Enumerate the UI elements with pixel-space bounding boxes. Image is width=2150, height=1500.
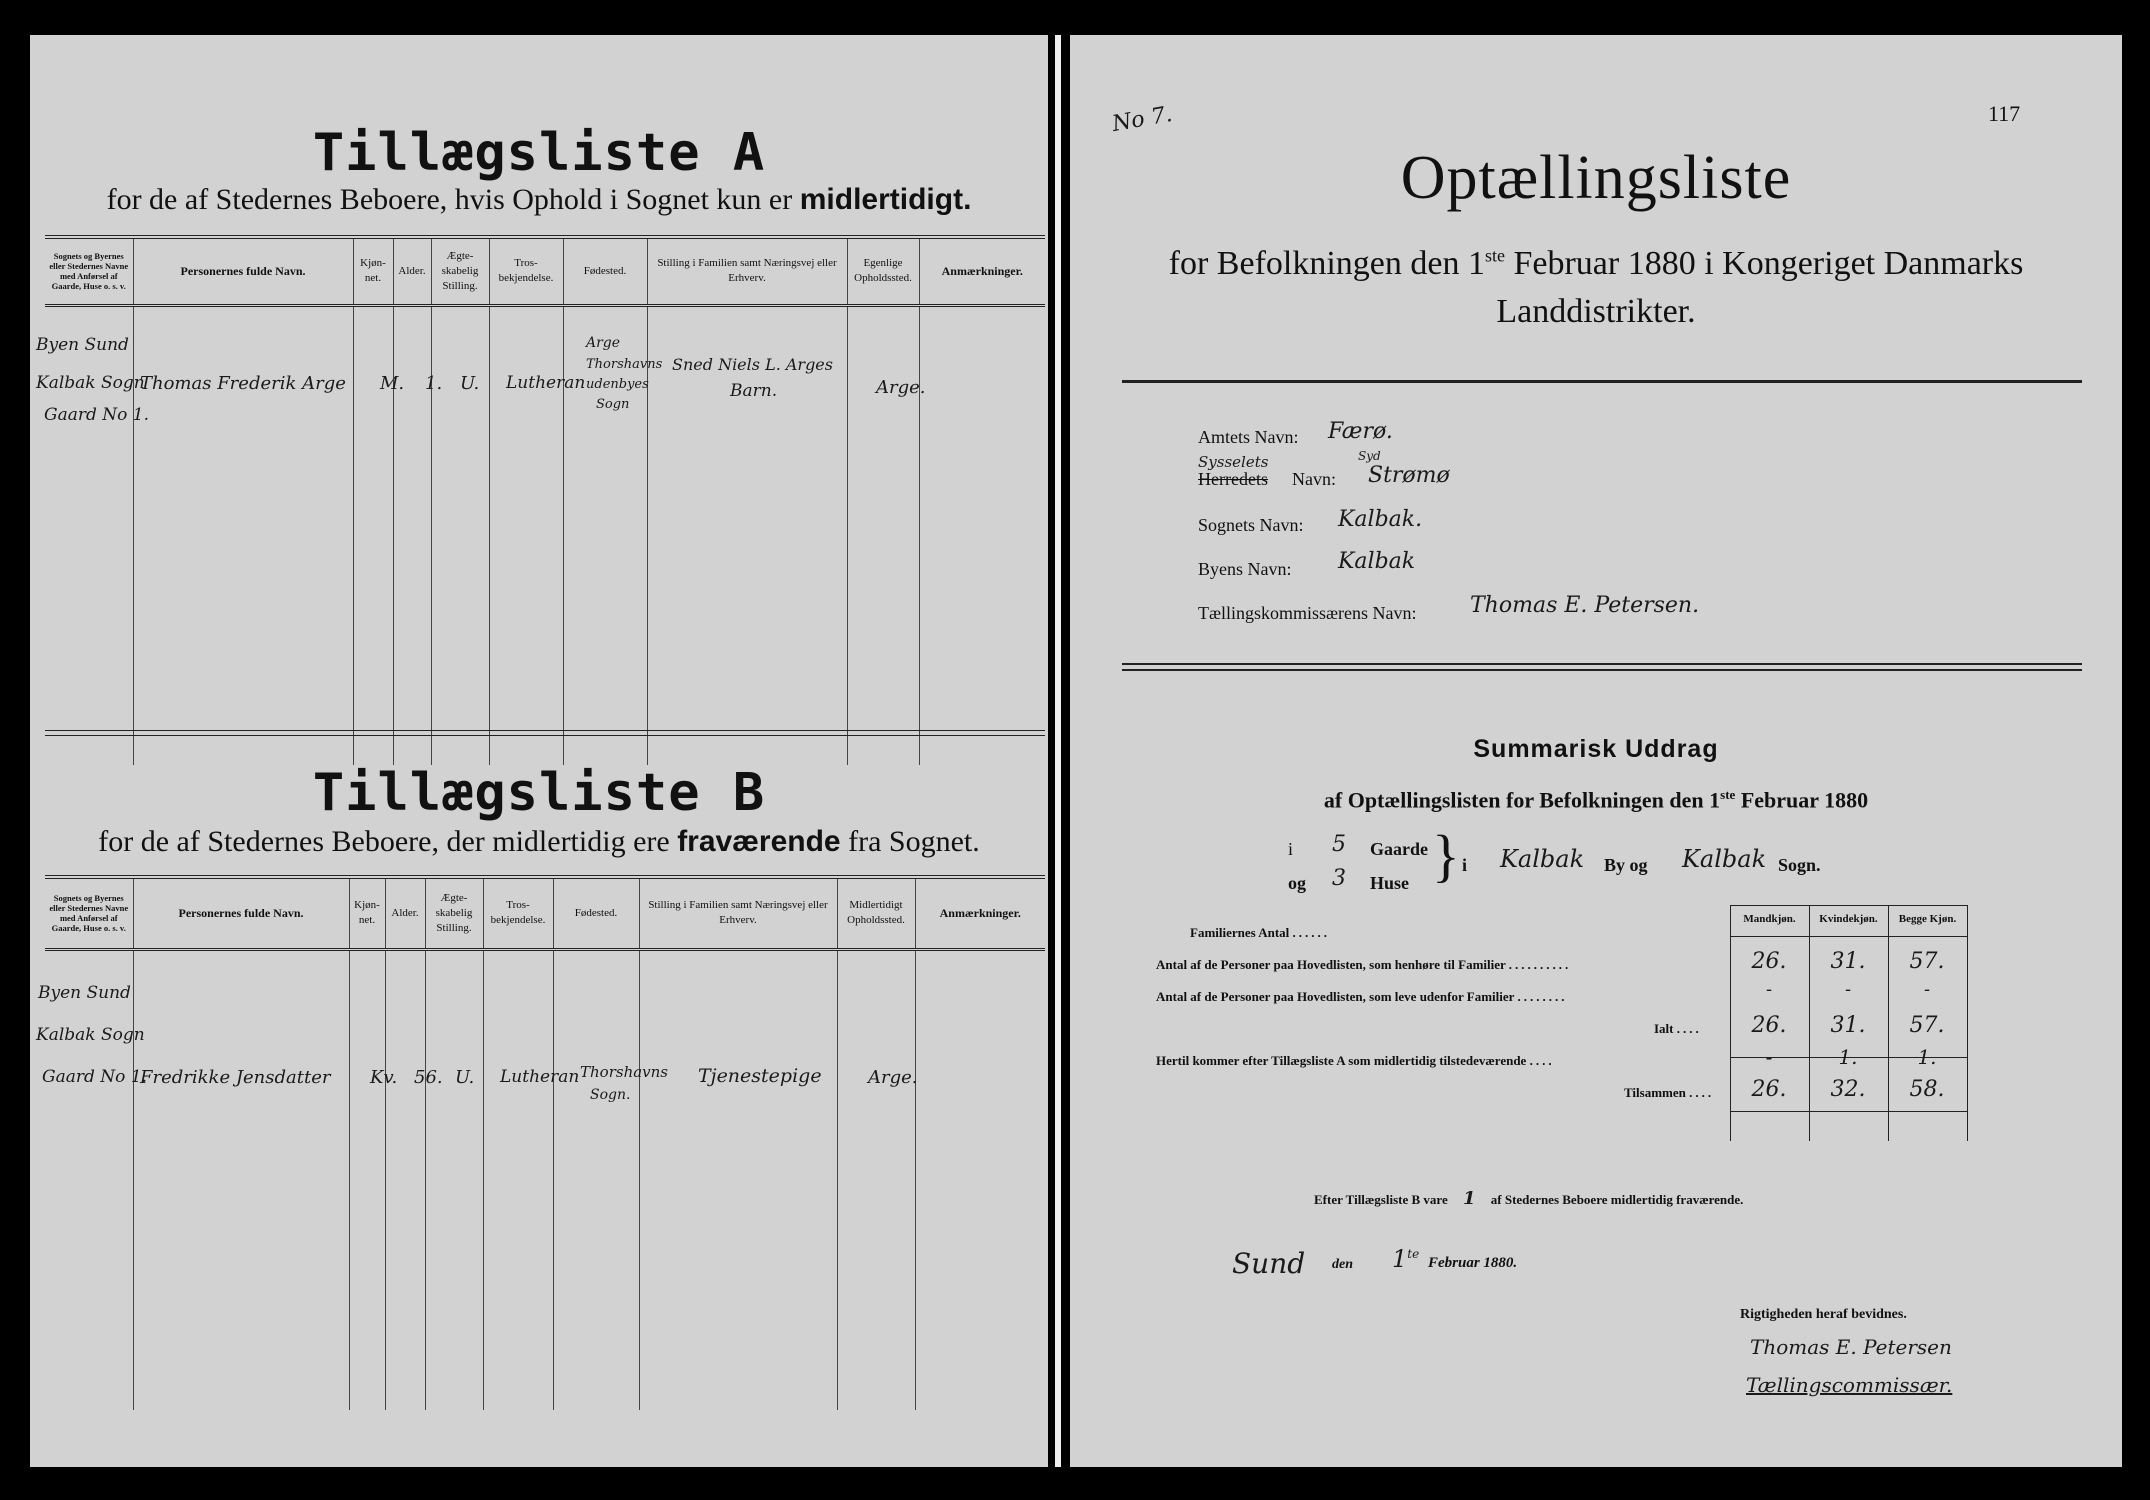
summary-brace: } <box>1432 823 1460 888</box>
value-in-families-both: 57. <box>1909 949 1945 974</box>
summary-col-line <box>1967 905 1968 1141</box>
col-position: Stilling i Familien samt Næringsvej eller Erhverv. <box>647 237 847 305</box>
col-birthplace: Fødested. <box>563 237 647 305</box>
col-religion: Tros-bekjendelse. <box>489 237 563 305</box>
supplement-a-title: Tillægsliste A <box>312 123 766 183</box>
col-birthplace: Fødested. <box>553 877 639 949</box>
col-name: Personernes fulde Navn. <box>133 237 353 305</box>
supplement-b-residence: Arge. <box>868 1067 918 1088</box>
gaarde-label: Gaarde <box>1370 839 1428 859</box>
herred-label: Navn: <box>1292 469 1336 489</box>
page-number: 117 <box>1988 101 2021 126</box>
supplement-a-position-1: Sned Niels L. Arges <box>672 355 833 374</box>
title-rule <box>1122 380 2082 383</box>
supplement-b-subtitle-suffix: fra Sognet. <box>848 825 980 858</box>
supplement-b-title: Tillægsliste B <box>312 763 766 823</box>
summary-subtitle-post: Februar 1880 <box>1740 787 1869 813</box>
gaarde-count: 5 <box>1332 832 1346 857</box>
col-sex: Kjøn-net. <box>353 237 393 305</box>
by-value: Kalbak <box>1338 549 1416 574</box>
supplement-a-religion: Lutheran <box>506 373 586 393</box>
supplement-b-subtitle-emphasis: fraværende <box>677 825 841 858</box>
value-total-both: 57. <box>1909 1013 1945 1038</box>
row-label-total: Ialt .... <box>1654 1021 1702 1036</box>
row-label-text: Ialt <box>1654 1021 1674 1036</box>
supplement-a-position-2: Barn. <box>730 381 778 401</box>
left-page <box>30 35 1048 1467</box>
supplement-a-sex: M. <box>380 373 405 394</box>
main-subtitle-post: Februar 1880 i Kongeriget Danmarks <box>1513 245 2024 282</box>
main-subtitle-line-1 <box>1070 245 2122 283</box>
signing-day <box>1392 1245 1419 1273</box>
row-label-text: Familiernes Antal <box>1190 925 1290 940</box>
b-note <box>1314 1188 1743 1209</box>
signing-day-sup: te <box>1407 1247 1420 1261</box>
row-label-text: Antal af de Personer paa Hovedlisten, som leve udenfor Familier <box>1156 989 1515 1004</box>
row-label-families: Familiernes Antal ...... <box>1190 925 1331 940</box>
supplement-b-birthplace-2: Sogn. <box>590 1087 631 1103</box>
info-rule <box>1122 663 2082 671</box>
amt-value: Færø. <box>1328 419 1393 444</box>
b-note-post: af Stedernes Beboere midlertidig fraværende. <box>1490 1192 1744 1207</box>
huse-label: Huse <box>1370 873 1410 893</box>
value-supp-a-women: 1. <box>1838 1045 1858 1069</box>
signature: Thomas E. Petersen <box>1750 1335 1952 1359</box>
row-label-text: Antal af de Personer paa Hovedlisten, som henhøre til Familier <box>1156 957 1506 972</box>
cell-marital <box>425 949 483 1410</box>
value-grand-women: 32. <box>1830 1077 1866 1102</box>
row-label-supplement-a: Hertil kommer efter Tillægsliste A som midlertidig tilstedeværende .... <box>1156 1053 1555 1068</box>
signing-month-year: Februar 1880. <box>1428 1255 1518 1271</box>
herred-value-note: Syd <box>1358 449 1381 463</box>
supplement-b-place-3: Gaard No 1. <box>42 1067 147 1087</box>
supplement-b-marital: U. <box>455 1067 475 1088</box>
supplement-b-age: 56. <box>414 1067 443 1088</box>
row-label-in-families: Antal af de Personer paa Hovedlisten, som henhøre til Familier .......... <box>1156 957 1572 972</box>
main-title: Optællingsliste <box>1400 144 1792 212</box>
supplement-b-position: Tjenestepige <box>698 1065 822 1087</box>
b-note-pre: Efter Tillægsliste B vare <box>1314 1192 1448 1207</box>
summary-i: i <box>1288 839 1294 859</box>
corner-note: No 7. <box>1110 101 1175 138</box>
col-religion: Tros-bekjendelse. <box>483 877 553 949</box>
supplement-b-sex: Kv. <box>370 1067 398 1088</box>
col-place: Sognets og Byernes eller Stedernes Navne med Anførsel af Gaarde, Huse o. s. v. <box>45 877 133 949</box>
col-remarks: Anmærkninger. <box>915 877 1045 949</box>
summary-og: og <box>1288 873 1306 893</box>
supplement-b-subtitle-text: for de af Stedernes Beboere, der midlertidig ere <box>98 825 670 858</box>
supplement-a-place-1: Byen Sund <box>36 335 129 355</box>
col-residence: Egenlige Opholdssted. <box>847 237 919 305</box>
summary-subtitle-pre: af Optællingslisten for Befolkningen den 1 <box>1323 787 1721 813</box>
col-header-women: Kvindekjøn. <box>1819 913 1878 925</box>
supplement-a-birthplace-3: udenbyes <box>586 377 649 392</box>
cell-residence <box>837 949 915 1410</box>
herred-struck: Herredets <box>1198 469 1268 489</box>
cell-sex <box>349 949 385 1410</box>
supplement-a-birthplace-4: Sogn <box>596 397 630 412</box>
supplement-a-residence: Arge. <box>876 377 926 398</box>
signing-place: Sund <box>1232 1247 1306 1280</box>
value-outside-women: - <box>1844 979 1852 1000</box>
value-supp-a-both: 1. <box>1917 1045 1937 1069</box>
cell-name <box>133 949 349 1410</box>
supplement-a-age: 1. <box>425 373 443 394</box>
main-subtitle-pre: for Befolkningen den 1 <box>1168 245 1485 282</box>
certify-text: Rigtigheden heraf bevidnes. <box>1740 1307 1907 1322</box>
right-page <box>1070 35 2122 1467</box>
col-age: Alder. <box>385 877 425 949</box>
main-subtitle-sup: ste <box>1484 245 1505 266</box>
summary-sogn-word: Sogn. <box>1778 855 1821 875</box>
value-outside-men: - <box>1765 979 1773 1000</box>
supplement-a-subtitle-text: for de af Stedernes Beboere, hvis Ophold i Sognet kun er <box>106 183 793 216</box>
supplement-a-marital: U. <box>460 373 480 394</box>
col-remarks: Anmærkninger. <box>919 237 1045 305</box>
summary-row-line <box>1730 1111 1967 1112</box>
supplement-a-subtitle <box>30 183 1048 217</box>
cell-remarks <box>915 949 1045 1410</box>
value-in-families-men: 26. <box>1751 949 1787 974</box>
summary-in-word: i <box>1462 855 1468 875</box>
row-label-text: Tilsammen <box>1624 1085 1686 1100</box>
supplement-a-name: Thomas Frederik Arge <box>140 373 346 394</box>
cell-religion <box>483 949 553 1410</box>
signing-day-number: 1 <box>1392 1245 1408 1273</box>
row-label-text: Hertil kommer efter Tillægsliste A som midlertidig tilstedeværende <box>1156 1053 1527 1068</box>
supplement-a-birthplace-2: Thorshavns <box>586 357 663 372</box>
col-marital: Ægte-skabelig Stilling. <box>431 237 489 305</box>
supplement-b-table <box>45 875 1045 1410</box>
supplement-b-subtitle <box>30 825 1048 859</box>
signing-den: den <box>1332 1257 1353 1272</box>
supplement-a-table <box>45 235 1045 765</box>
value-grand-both: 58. <box>1909 1077 1945 1102</box>
cell-residence <box>847 305 919 765</box>
col-residence: Midlertidigt Opholdssted. <box>837 877 915 949</box>
cell-position <box>647 305 847 765</box>
signature-role: Tællingscommissær. <box>1746 1373 1953 1397</box>
b-note-value: 1 <box>1462 1188 1476 1209</box>
main-subtitle-line-2: Landdistrikter. <box>1496 293 1696 330</box>
value-total-men: 26. <box>1751 1013 1787 1038</box>
cell-place <box>45 949 133 1410</box>
huse-count: 3 <box>1332 866 1346 891</box>
value-outside-both: - <box>1923 979 1931 1000</box>
sogn-value: Kalbak. <box>1338 507 1423 532</box>
supplement-b-birthplace-1: Thorshavns <box>580 1063 669 1081</box>
row-label-grand-total: Tilsammen .... <box>1624 1085 1715 1100</box>
summary-by-word: By og <box>1604 855 1648 875</box>
col-position: Stilling i Familien samt Næringsvej eller Erhverv. <box>639 877 837 949</box>
summary-by-name: Kalbak <box>1500 845 1585 873</box>
summary-subtitle-sup: ste <box>1720 787 1736 802</box>
col-place: Sognets og Byernes eller Stedernes Navne med Anførsel af Gaarde, Huse o. s. v. <box>45 237 133 305</box>
supplement-b-religion: Lutheran <box>500 1067 580 1087</box>
cell-age <box>385 949 425 1410</box>
supplement-b-name: Fredrikke Jensdatter <box>140 1067 331 1088</box>
cell-remarks <box>919 305 1045 765</box>
supplement-b-place-2: Kalbak Sogn <box>36 1025 145 1045</box>
value-in-families-women: 31. <box>1830 949 1866 974</box>
sogn-label: Sognets Navn: <box>1198 515 1304 535</box>
supplement-a-bottom-rule <box>45 730 1045 736</box>
by-label: Byens Navn: <box>1198 559 1292 579</box>
value-total-women: 31. <box>1830 1013 1866 1038</box>
summary-title: Summarisk Uddrag <box>1473 735 1719 763</box>
col-sex: Kjøn-net. <box>349 877 385 949</box>
kommissaer-label: Tællingskommissærens Navn: <box>1198 603 1417 623</box>
col-marital: Ægte-skabelig Stilling. <box>425 877 483 949</box>
value-grand-men: 26. <box>1751 1077 1787 1102</box>
supplement-b-place-1: Byen Sund <box>38 983 131 1003</box>
value-supp-a-men: - <box>1765 1045 1773 1069</box>
summary-sogn-name: Kalbak <box>1682 845 1767 873</box>
col-age: Alder. <box>393 237 431 305</box>
herred-insert: Sysselets <box>1198 453 1269 471</box>
kommissaer-value: Thomas E. Petersen. <box>1470 593 1700 618</box>
cell-birthplace <box>553 949 639 1410</box>
supplement-a-place-2: Kalbak Sogn <box>36 373 145 393</box>
cell-position <box>639 949 837 1410</box>
summary-subtitle <box>1070 787 2122 813</box>
page-gutter <box>1055 35 1061 1467</box>
col-name: Personernes fulde Navn. <box>133 877 349 949</box>
supplement-a-birthplace-1: Arge <box>586 335 621 351</box>
supplement-a-subtitle-emphasis: midlertidigt. <box>799 183 972 216</box>
col-header-both: Begge Kjøn. <box>1898 913 1957 925</box>
col-header-men: Mandkjøn. <box>1743 913 1796 925</box>
herred-value: Strømø <box>1368 463 1450 488</box>
amt-label: Amtets Navn: <box>1198 427 1299 447</box>
row-label-outside-families: Antal af de Personer paa Hovedlisten, som leve udenfor Familier ........ <box>1156 989 1568 1004</box>
supplement-a-place-3: Gaard No 1. <box>44 405 149 425</box>
